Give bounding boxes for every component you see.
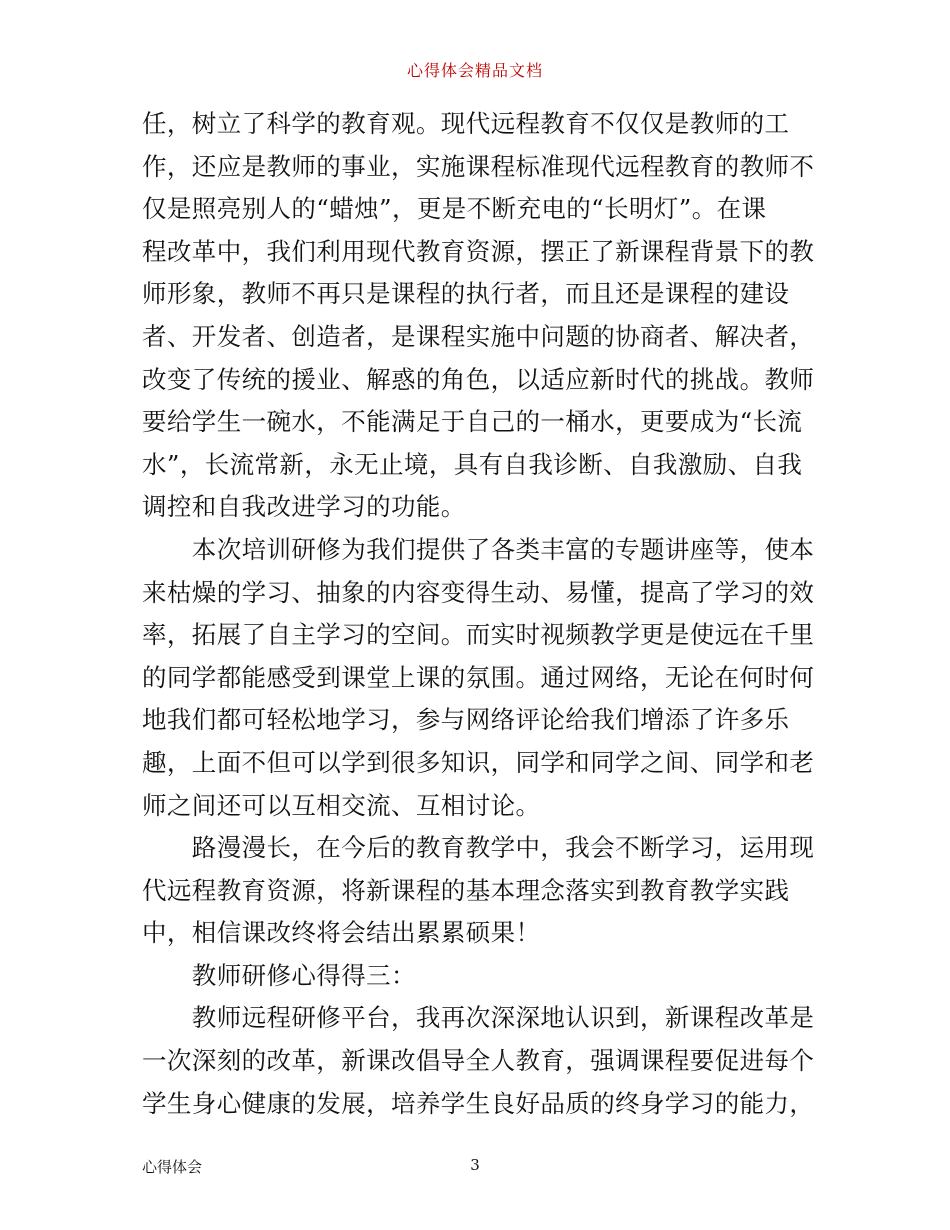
body-line: 率，拓展了自主学习的空间。而实时视频教学更是使远在千里 <box>142 620 815 650</box>
body-line: 要给学生一碗水，不能满足于自己的一桶水，更要成为“长流 <box>142 407 803 437</box>
body-line: 者、开发者、创造者，是课程实施中问题的协商者、解决者， <box>142 321 815 351</box>
document-header-title: 心得体会精品文档 <box>406 61 543 80</box>
body-line: 地我们都可轻松地学习，参与网络评论给我们增添了许多乐 <box>142 705 790 735</box>
body-line: 的同学都能感受到课堂上课的氛围。通过网络，无论在何时何 <box>142 662 815 692</box>
body-line: 一次深刻的改革，新课改倡导全人教育，强调课程要促进每个 <box>142 1046 815 1076</box>
body-line: 任，树立了科学的教育观。现代远程教育不仅仅是教师的工 <box>142 109 790 138</box>
body-line: 学生身心健康的发展，培养学生良好品质的终身学习的能力， <box>142 1088 815 1118</box>
body-line: 路漫漫长，在今后的教育教学中，我会不断学习，运用现 <box>142 833 815 863</box>
body-line: 本次培训研修为我们提供了各类丰富的专题讲座等，使本 <box>142 534 815 564</box>
body-line: 趣，上面不但可以学到很多知识，同学和同学之间、同学和老 <box>142 747 815 777</box>
body-line: 仅是照亮别人的“蜡烛”，更是不断充电的“长明灯”。在课 <box>142 194 767 224</box>
document-body <box>142 103 815 1125</box>
body-line: 改变了传统的援业、解惑的角色，以适应新时代的挑战。教师 <box>142 364 815 394</box>
body-line: 水”，长流常新，永无止境，具有自我诊断、自我激励、自我 <box>142 449 803 479</box>
body-line: 师之间还可以互相交流、互相讨论。 <box>142 790 541 820</box>
body-line: 程改革中，我们利用现代教育资源，摆正了新课程背景下的教 <box>142 236 815 266</box>
body-line: 来枯燥的学习、抽象的内容变得生动、易懂，提高了学习的效 <box>142 577 815 607</box>
body-line: 作，还应是教师的事业，实施课程标准现代远程教育的教师不 <box>142 151 815 181</box>
body-line: 教师远程研修平台，我再次深深地认识到，新课程改革是 <box>142 1003 815 1033</box>
body-line: 中，相信课改终将会结出累累硕果！ <box>142 918 541 948</box>
page-number: 3 <box>470 1156 480 1174</box>
body-line: 代远程教育资源，将新课程的基本理念落实到教育教学实践 <box>142 875 790 905</box>
section-heading: 教师研修心得得三： <box>142 960 416 990</box>
body-line: 调控和自我改进学习的功能。 <box>142 492 466 522</box>
body-line: 师形象，教师不再只是课程的执行者，而且还是课程的建设 <box>142 279 790 309</box>
footer-label: 心得体会 <box>142 1158 203 1176</box>
